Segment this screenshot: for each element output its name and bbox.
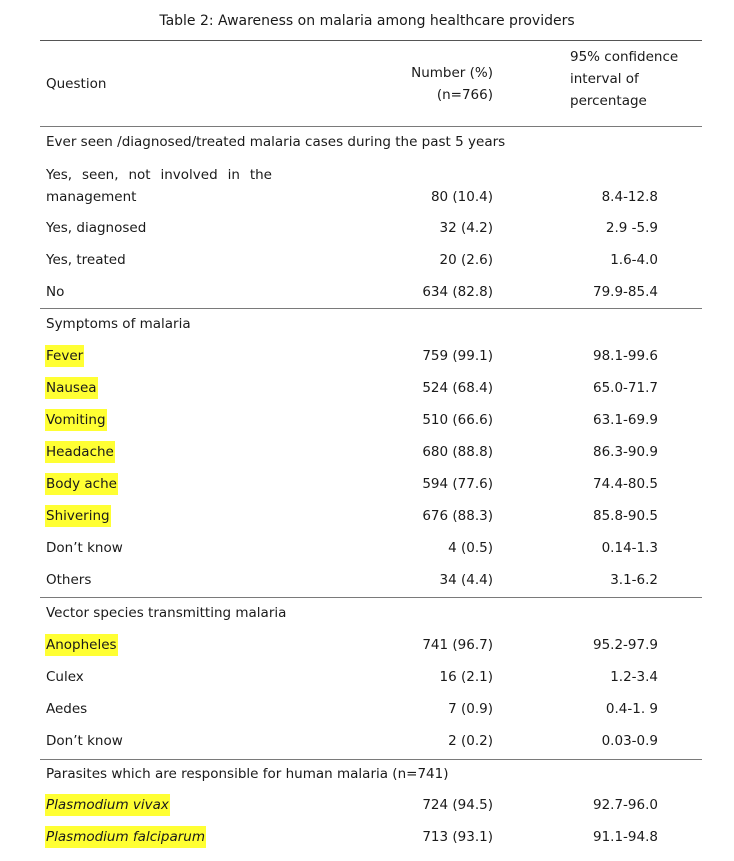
section-title: Parasites which are responsible for human malaria (n=741) (46, 766, 449, 782)
row-number: 713 (93.1) (422, 829, 493, 845)
row-ci: 95.2-97.9 (593, 637, 658, 653)
table-row (0, 377, 734, 399)
table-row (0, 666, 734, 688)
row-number: 80 (10.4) (430, 189, 493, 205)
row-number: 759 (99.1) (422, 348, 493, 364)
row-question: Body ache (45, 473, 118, 495)
row-ci: 8.4-12.8 (601, 189, 658, 205)
table-row (0, 217, 734, 239)
row-number: 20 (2.6) (439, 252, 493, 268)
header-number (380, 62, 493, 106)
table-row (0, 505, 734, 527)
row-number: 32 (4.2) (439, 220, 493, 236)
section-title: Symptoms of malaria (46, 316, 191, 332)
row-ci: 1.6-4.0 (610, 252, 658, 268)
row-number: 4 (0.5) (448, 540, 493, 556)
header-ci-line1: 95% confidence (570, 49, 679, 65)
row-ci: 3.1-6.2 (610, 572, 658, 588)
row-ci: 86.3-90.9 (593, 444, 658, 460)
header-ci (570, 46, 678, 112)
row-number: 724 (94.5) (422, 797, 493, 813)
row-question: Others (46, 572, 92, 588)
table-row (0, 698, 734, 720)
row-number: 7 (0.9) (448, 701, 493, 717)
table-row (0, 794, 734, 816)
row-question: Nausea (45, 377, 98, 399)
row-number: 676 (88.3) (422, 508, 493, 524)
table-row (0, 249, 734, 271)
row-ci: 1.2-3.4 (610, 669, 658, 685)
section-rule (40, 597, 702, 598)
header-ci-line3: percentage (570, 93, 647, 109)
row-number: 741 (96.7) (422, 637, 493, 653)
row-ci: 92.7-96.0 (593, 797, 658, 813)
row-number: 524 (68.4) (422, 380, 493, 396)
table-row (0, 281, 734, 303)
row-question: Yes, treated (46, 252, 126, 268)
row-ci: 98.1-99.6 (593, 348, 658, 364)
header-number-line2: (n=766) (436, 87, 493, 103)
header-number-line1: Number (%) (411, 65, 493, 81)
row-ci: 0.4-1. 9 (605, 701, 658, 717)
section-title: Ever seen /diagnosed/treated malaria cases during the past 5 years (46, 134, 506, 150)
table-row (0, 409, 734, 431)
row-question: Anopheles (45, 634, 118, 656)
row-question: Shivering (45, 505, 111, 527)
row-ci: 91.1-94.8 (593, 829, 658, 845)
row-question: Aedes (46, 701, 88, 717)
header-question: Question (46, 76, 107, 92)
row-question: No (46, 284, 65, 300)
row-number: 680 (88.8) (422, 444, 493, 460)
row-number: 34 (4.4) (439, 572, 493, 588)
row-question: Don’t know (46, 540, 123, 556)
row-question: Yes, diagnosed (46, 220, 147, 236)
row-ci: 74.4-80.5 (593, 476, 658, 492)
section-rule (40, 759, 702, 760)
top-rule (40, 40, 702, 41)
table-row (0, 473, 734, 495)
row-question: Yes, seen, not involved in the management (46, 167, 272, 205)
row-ci: 79.9-85.4 (593, 284, 658, 300)
row-ci: 85.8-90.5 (593, 508, 658, 524)
header-ci-line2: interval of (570, 71, 639, 87)
row-question: Culex (46, 669, 84, 685)
row-number: 16 (2.1) (439, 669, 493, 685)
row-question: Fever (45, 345, 84, 367)
table-row (0, 634, 734, 656)
header-rule (40, 126, 702, 127)
table-row (0, 441, 734, 463)
row-ci: 2.9 -5.9 (605, 220, 658, 236)
row-question: Plasmodium falciparum (45, 826, 206, 848)
row-question: Headache (45, 441, 115, 463)
row-number: 2 (0.2) (448, 733, 493, 749)
row-ci: 0.14-1.3 (601, 540, 658, 556)
row-question: Plasmodium vivax (45, 794, 170, 816)
row-number: 510 (66.6) (422, 412, 493, 428)
table-row (0, 537, 734, 559)
row-ci: 0.03-0.9 (601, 733, 658, 749)
section-title: Vector species transmitting malaria (46, 605, 287, 621)
table-caption: Table 2: Awareness on malaria among healthcare providers (159, 13, 575, 29)
row-question: Vomiting (45, 409, 107, 431)
table-row (0, 826, 734, 848)
table-row (0, 186, 734, 208)
row-question: Don’t know (46, 733, 123, 749)
table-row (0, 569, 734, 591)
table-row (0, 345, 734, 367)
section-rule (40, 308, 702, 309)
row-ci: 63.1-69.9 (593, 412, 658, 428)
row-number: 594 (77.6) (422, 476, 493, 492)
row-number: 634 (82.8) (422, 284, 493, 300)
row-ci: 65.0-71.7 (593, 380, 658, 396)
table-row (0, 730, 734, 752)
